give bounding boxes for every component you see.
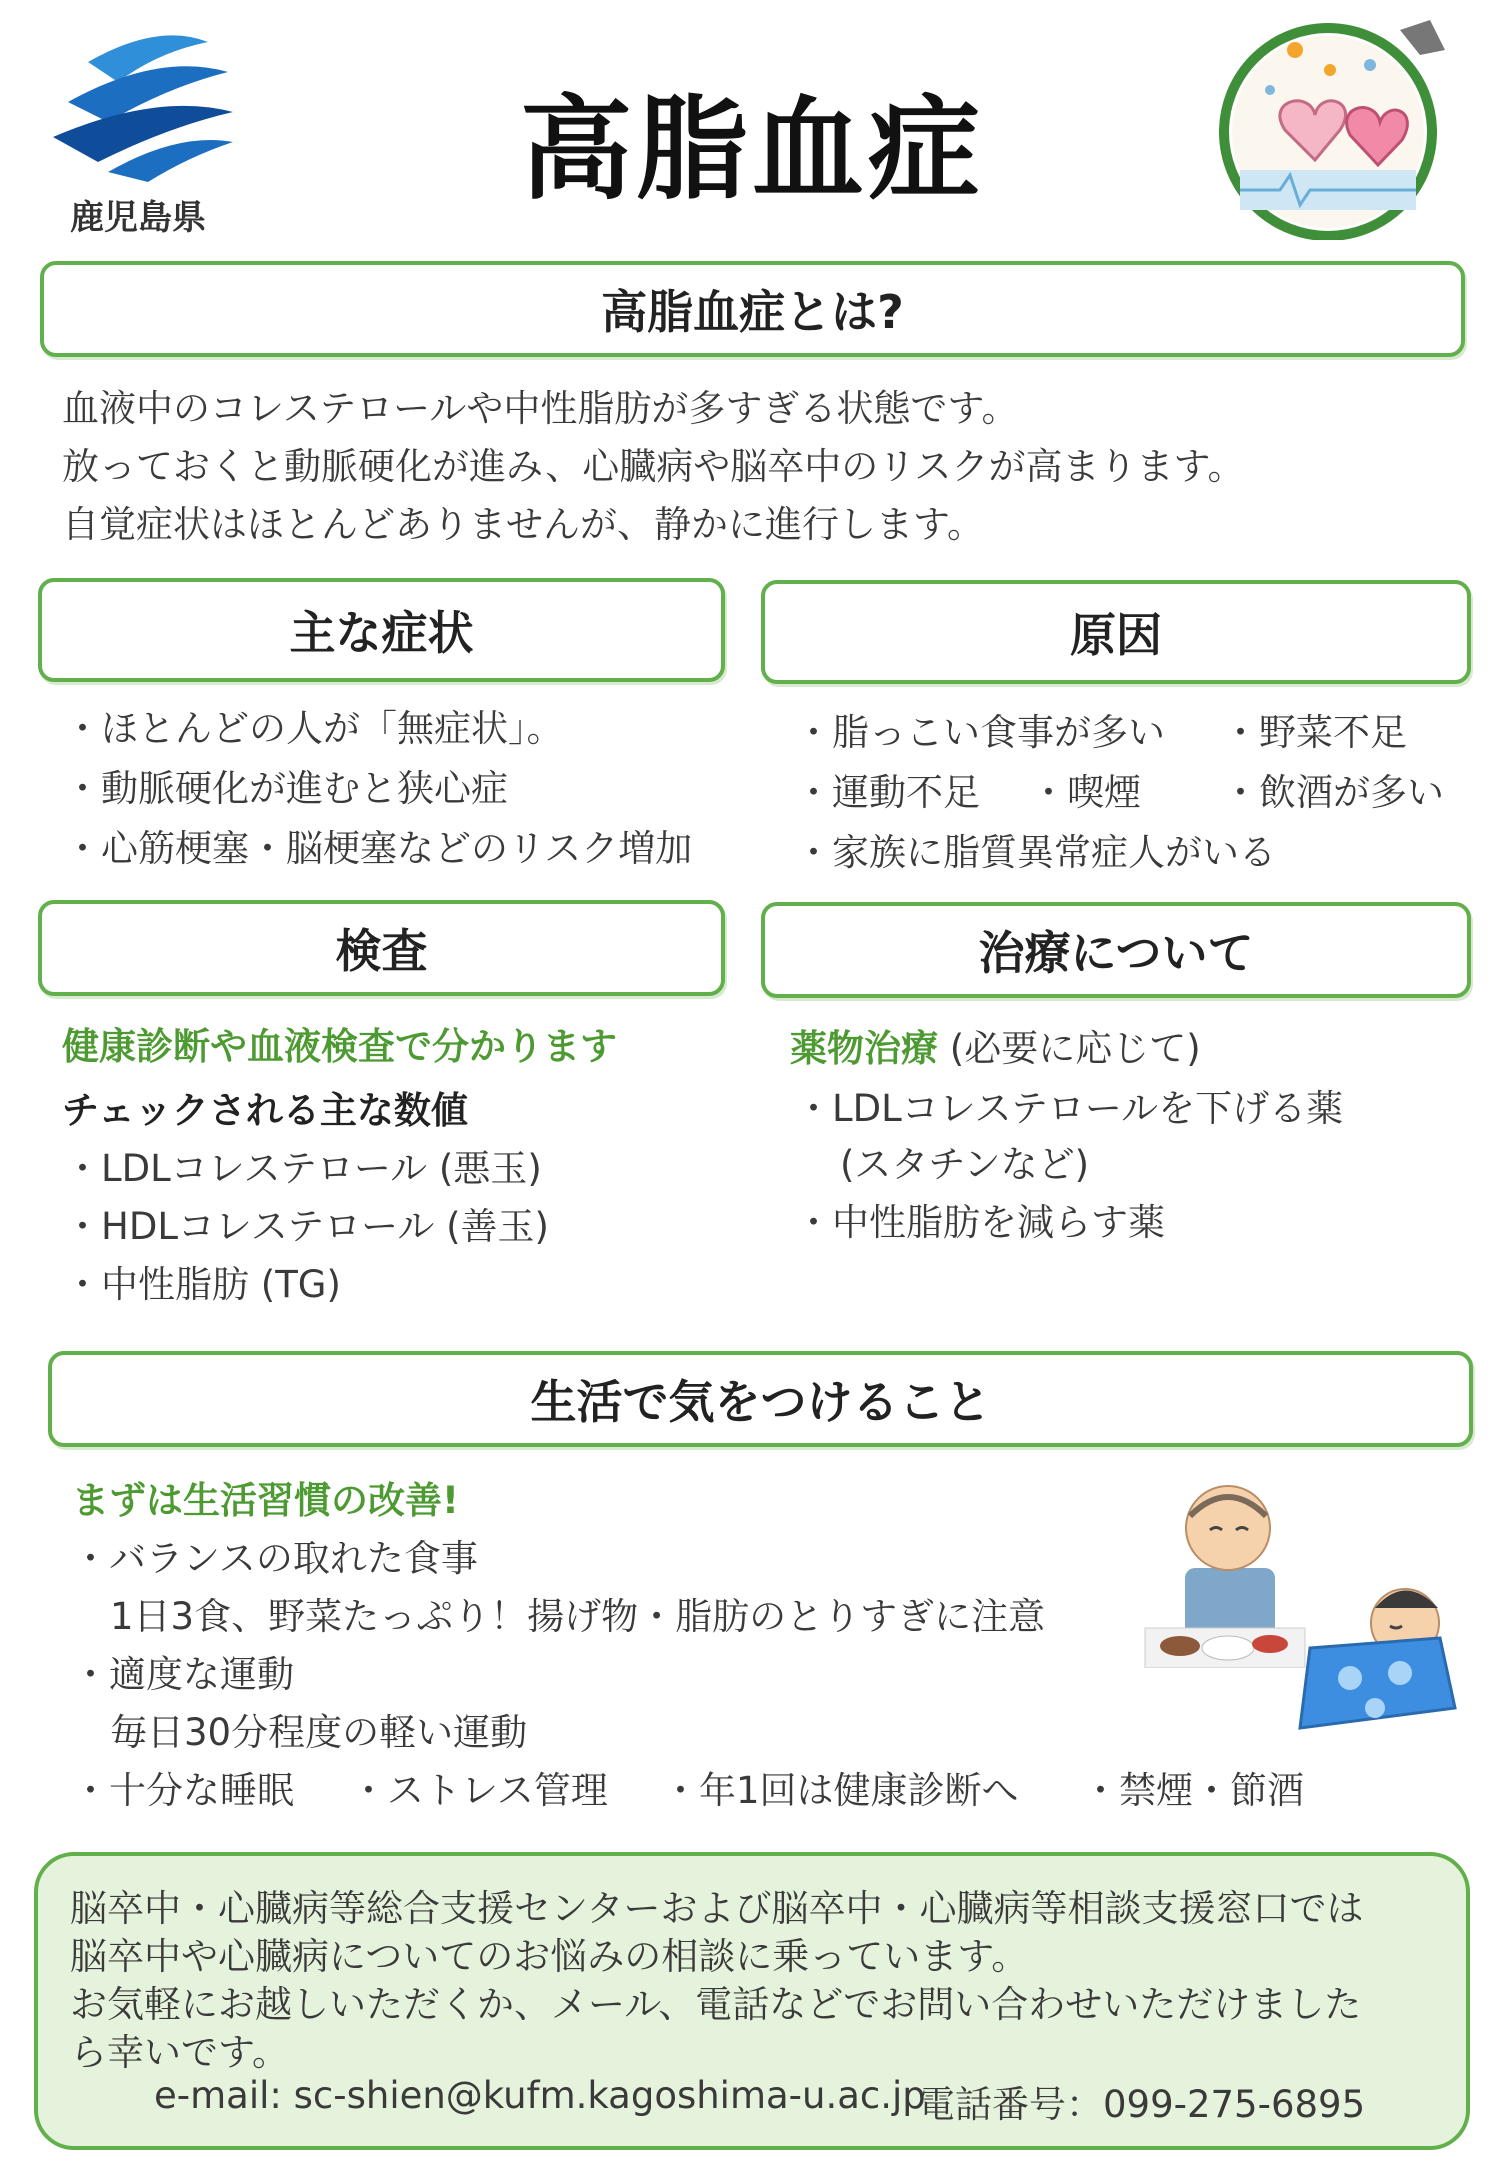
symptom-item-1: ・ほとんどの人が「無症状」。	[64, 707, 564, 750]
contact-line-1: 脳卒中・心臓病等総合支援センターおよび脳卒中・心臓病等相談支援窓口では	[70, 1887, 1364, 1930]
treatment-sub-rest: (必要に応じて)	[938, 1027, 1201, 1070]
treatment-subheading	[790, 1018, 1201, 1072]
lifestyle-tip-3: ・年1回は健康診断へ	[662, 1769, 1019, 1812]
lifestyle-subheading: まずは生活習慣の改善!	[72, 1479, 459, 1522]
cause-item-6: ・家族に脂質異常症人がいる	[795, 831, 1276, 874]
what-line-3: 自覚症状はほとんどありませんが、静かに進行します。	[62, 503, 985, 546]
section-heading-causes: 原因	[761, 580, 1471, 684]
treatment-item-3: ・中性脂肪を減らす薬	[795, 1201, 1165, 1244]
sleeping-person-illustration	[1290, 1578, 1470, 1738]
tests-subheading: 健康診断や血液検査で分かります	[62, 1025, 617, 1068]
cause-item-4: ・喫煙	[1030, 771, 1141, 814]
treatment-sub-green: 薬物治療	[790, 1027, 938, 1070]
section-heading-lifestyle: 生活で気をつけること	[48, 1351, 1473, 1447]
lifestyle-line-4: 毎日30分程度の軽い運動	[110, 1711, 528, 1754]
cause-item-2: ・野菜不足	[1222, 711, 1407, 754]
section-heading-tests: 検査	[38, 900, 725, 996]
lifestyle-line-1: ・バランスの取れた食事	[72, 1537, 478, 1580]
tests-item-3: ・中性脂肪 (TG)	[64, 1263, 341, 1306]
tests-item-2: ・HDLコレステロール (善玉)	[64, 1205, 549, 1248]
symptom-item-3: ・心筋梗塞・脳梗塞などのリスク増加	[64, 827, 693, 870]
contact-phone[interactable]: 電話番号：099-275-6895	[918, 2083, 1366, 2126]
section-heading-what: 高脂血症とは?	[40, 261, 1465, 357]
contact-line-4: ら幸いです。	[70, 2031, 290, 2074]
tests-label: チェックされる主な数値	[62, 1089, 468, 1132]
treatment-item-1: ・LDLコレステロールを下げる薬	[795, 1087, 1344, 1130]
section-heading-symptoms: 主な症状	[38, 578, 725, 682]
lifestyle-tip-4: ・禁煙・節酒	[1082, 1769, 1304, 1812]
contact-line-2: 脳卒中や心臓病についてのお悩みの相談に乗っています。	[70, 1935, 1029, 1978]
cause-item-3: ・運動不足	[795, 771, 980, 814]
eating-person-illustration	[1140, 1468, 1310, 1668]
contact-email[interactable]: e-mail: sc-shien@kufm.kagoshima-u.ac.jp	[154, 2074, 926, 2117]
what-line-1: 血液中のコレステロールや中性脂肪が多すぎる状態です。	[62, 387, 1019, 430]
treatment-item-2: (スタチンなど)	[840, 1143, 1090, 1186]
cause-item-1: ・脂っこい食事が多い	[795, 711, 1165, 754]
kagoshima-wave-icon	[48, 12, 238, 182]
contact-line-3: お気軽にお越しいただくか、メール、電話などでお問い合わせいただけました	[70, 1983, 1362, 2026]
tests-item-1: ・LDLコレステロール (悪玉)	[64, 1147, 542, 1190]
what-line-2: 放っておくと動脈硬化が進み、心臓病や脳卒中のリスクが高まります。	[62, 445, 1245, 488]
page-title: 高脂血症	[520, 85, 984, 215]
lifestyle-line-2: 1日3食、野菜たっぷり！揚げ物・脂肪のとりすぎに注意	[110, 1595, 1046, 1638]
heart-illustration	[1210, 10, 1460, 240]
lifestyle-line-3: ・適度な運動	[72, 1653, 294, 1696]
cause-item-5: ・飲酒が多い	[1222, 771, 1444, 814]
lifestyle-tip-1: ・十分な睡眠	[72, 1769, 294, 1812]
section-heading-treatment: 治療について	[761, 902, 1471, 998]
prefecture-logo	[48, 12, 238, 242]
prefecture-name: 鹿児島県	[70, 198, 206, 238]
symptom-item-2: ・動脈硬化が進むと狭心症	[64, 767, 508, 810]
lifestyle-tip-2: ・ストレス管理	[350, 1769, 608, 1812]
contact-box	[34, 1852, 1470, 2150]
